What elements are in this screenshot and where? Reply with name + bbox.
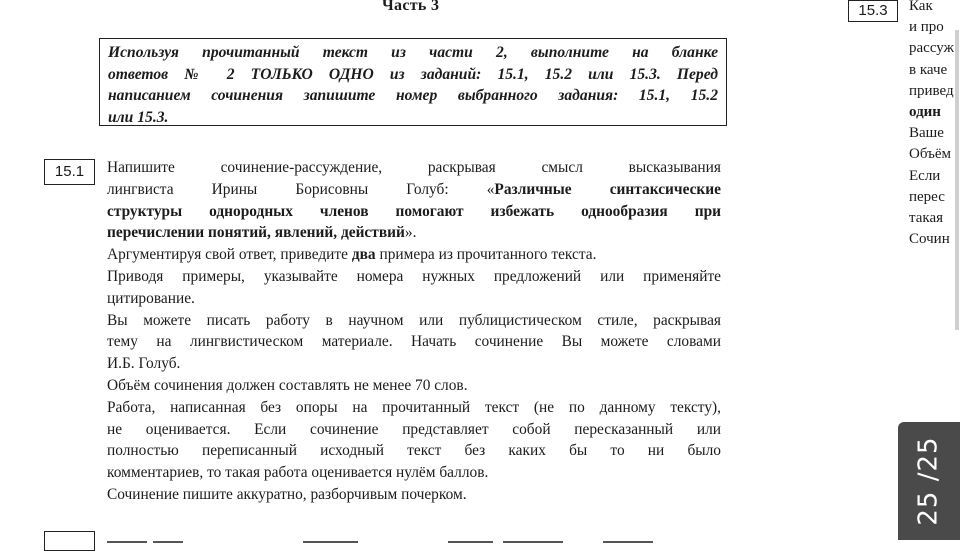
task-line: Работа, написанная без опоры на прочитанный текст (не по данному тексту), xyxy=(107,398,721,416)
task-line: рассуж xyxy=(909,40,954,57)
cut-off-text-line xyxy=(107,531,721,543)
task-line: такая xyxy=(909,210,944,227)
task-line: комментариев, то такая работа оценивается нулём баллов. xyxy=(107,464,489,482)
task-line xyxy=(107,244,721,266)
task-line: перес xyxy=(909,188,945,205)
instruction-line: или 15.3. xyxy=(108,108,169,126)
task-line: Объём xyxy=(909,146,951,163)
task-line: Объём сочинения должен составлять не менее 70 слов. xyxy=(107,376,468,394)
quote-text: Различные синтаксические xyxy=(494,180,721,198)
task-line: Если xyxy=(909,167,941,184)
task-line: Вы можете писать работу в научном или публицистическом стиле, раскрывая xyxy=(107,311,721,329)
task-line: один xyxy=(909,104,941,121)
task-line: И.Б. Голуб. xyxy=(107,355,181,373)
quote-text: перечислении понятий, явлений, действий xyxy=(107,224,405,242)
task-line: в каче xyxy=(909,61,948,78)
page-separator: / xyxy=(914,471,944,482)
part-title: Часть 3 xyxy=(382,0,440,14)
task-15-1-text xyxy=(107,157,721,506)
task-line: Напишите сочинение-рассуждение, раскрывая смысл высказывания xyxy=(107,159,721,176)
task-line: тему на лингвистическом материале. Начать сочинение Вы можете словами xyxy=(107,333,721,351)
task-line: Приводя примеры, указывайте номера нужных предложений или применяйте xyxy=(107,267,721,285)
task-line: цитирование. xyxy=(107,289,195,307)
instruction-line: написанием сочинения запишите номер выбранного задания: 15.1, 15.2 xyxy=(108,87,718,104)
task-line: привед xyxy=(909,82,954,99)
task-line xyxy=(107,222,721,244)
task-line: полностью переписанный исходный текст без каких бы то ни было xyxy=(107,442,721,460)
page-total: 25 xyxy=(914,436,944,472)
task-text: лингвиста Ирины Борисовны Голуб: « xyxy=(107,180,495,198)
task-line: не оценивается. Если сочинение представляет собой пересказанный или xyxy=(107,420,721,438)
task-number-15-1: 15.1 xyxy=(44,159,95,185)
task-line: Как xyxy=(909,0,933,14)
emphasis-text: два xyxy=(351,246,376,264)
page-indicator-text xyxy=(914,436,944,525)
task-line: Сочинение пишите аккуратно, разборчивым почерком. xyxy=(107,485,467,503)
task-line: Сочин xyxy=(909,231,950,248)
instruction-line: Используя прочитанный текст из части 2, выполните на бланке xyxy=(108,44,718,61)
task-text: ». xyxy=(404,224,417,242)
task-line: Ваше xyxy=(909,125,944,142)
next-task-number-box xyxy=(44,531,95,551)
task-15-3-text-clipped xyxy=(909,0,960,250)
page-indicator[interactable] xyxy=(898,422,960,540)
task-text: примера из прочитанного текста. xyxy=(375,246,597,264)
instruction-box xyxy=(99,38,727,126)
page-current: 25 xyxy=(914,490,944,526)
task-number-15-3: 15.3 xyxy=(848,0,898,22)
task-line xyxy=(107,179,721,201)
instruction-line: ответов № 2 ТОЛЬКО ОДНО из заданий: 15.1, 15.2 или 15.3. Перед xyxy=(108,65,718,83)
scrollbar-track[interactable] xyxy=(955,30,959,330)
task-line: и про xyxy=(909,19,944,36)
task-text: Аргументируя свой ответ, приведите xyxy=(107,246,352,264)
quote-line: структуры однородных членов помогают избежать однообразия при xyxy=(107,202,721,220)
